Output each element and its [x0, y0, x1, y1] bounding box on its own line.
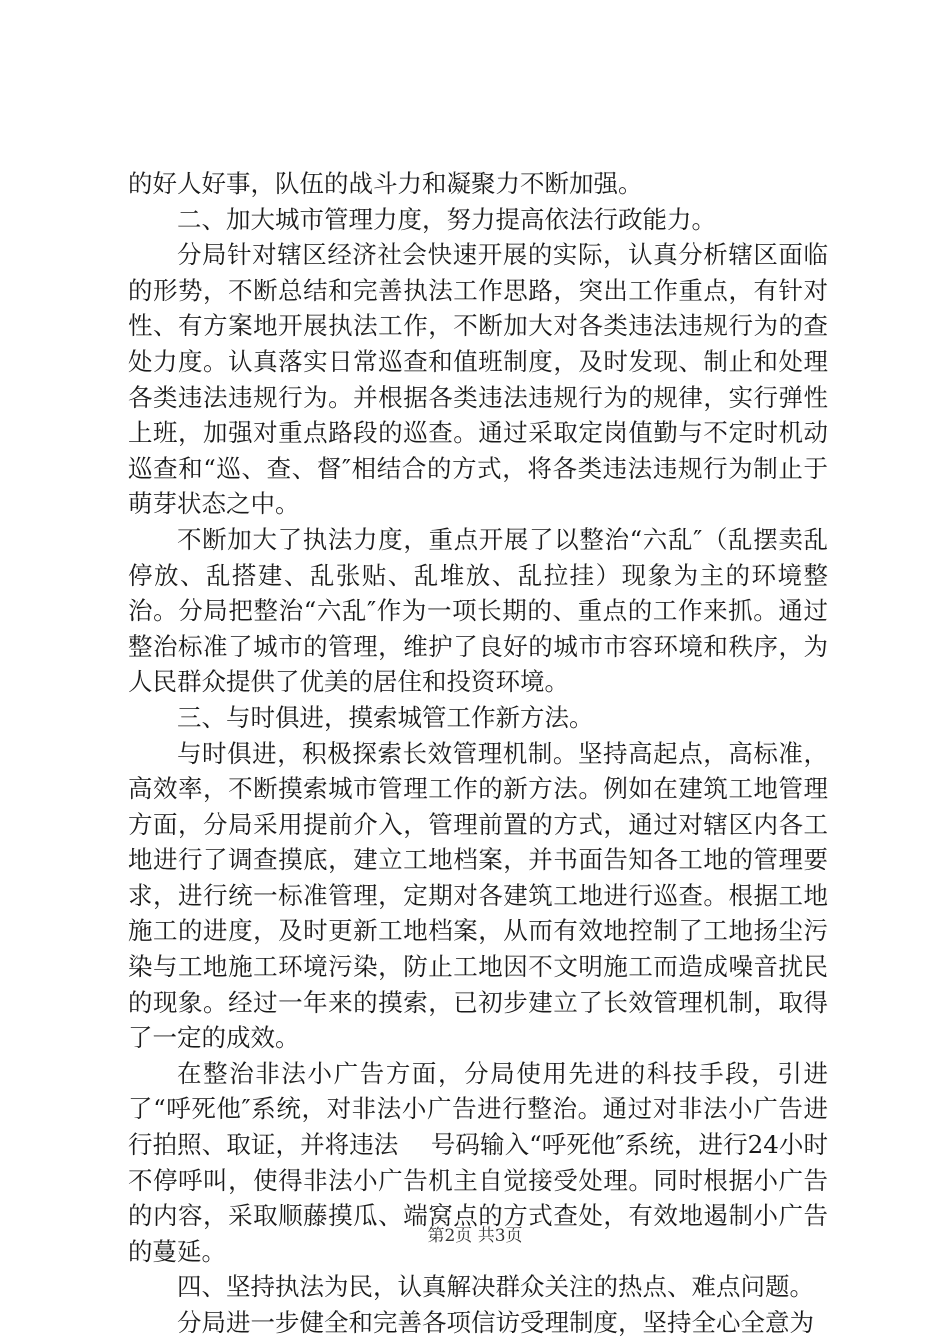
paragraph: 分局进一步健全和完善各项信访受理制度，坚持全心全意为	[177, 1308, 814, 1337]
paragraph: 在整治非法小广告方面，分局使用先进的科技手段，引进了“呼死他″系统，对非法小广告进行整治。通过对非法小广告进行拍照、取证，并将违法 号码输入“呼死他″系统，进行24小时不停呼叫，使得非法小广告机主自觉接受处理。同时根据小广告的内容，采取顺藤摸瓜、端窝点的方式查处，有效地遏制小广告的蔓延。	[128, 1058, 828, 1266]
paragraph: 与时俱进，积极探索长效管理机制。坚持高起点，高标准，高效率，不断摸索城市管理工作的新方法。例如在建筑工地管理方面，分局采用提前介入，管理前置的方式，通过对辖区内各工地进行了调查摸底，建立工地档案，并书面告知各工地的管理要求，进行统一标准管理，定期对各建筑工地进行巡查。根据工地施工的进度，及时更新工地档案，从而有效地控制了工地扬尘污染与工地施工环境污染，防止工地因不文明施工而造成噪音扰民的现象。经过一年来的摸索，已初步建立了长效管理机制，取得了一定的成效。	[128, 738, 828, 1053]
page-footer: 第2页 共3页	[427, 1226, 523, 1246]
paragraph-continuation: 的好人好事，队伍的战斗力和凝聚力不断加强。	[128, 169, 643, 198]
section-heading-2: 二、加大城市管理力度，努力提高依法行政能力。	[177, 204, 716, 234]
document-body	[128, 166, 828, 1341]
section-heading-3: 三、与时俱进，摸索城管工作新方法。	[177, 702, 594, 732]
paragraph: 分局针对辖区经济社会快速开展的实际，认真分析辖区面临的形势，不断总结和完善执法工作思路，突出工作重点，有针对性、有方案地开展执法工作，不断加大对各类违法违规行为的查处力度。认真落实日常巡查和值班制度，及时发现、制止和处理各类违法违规行为。并根据各类违法违规行为的规律，实行弹性上班，加强对重点路段的巡查。通过采取定岗值勤与不定时机动巡查和“巡、查、督″相结合的方式，将各类违法违规行为制止于萌芽状态之中。	[128, 240, 828, 519]
paragraph: 不断加大了执法力度，重点开展了以整治“六乱″（乱摆卖乱停放、乱搭建、乱张贴、乱堆放、乱拉挂）现象为主的环境整治。分局把整治“六乱″作为一项长期的、重点的工作来抓。通过整治标准了城市的管理，维护了良好的城市市容环境和秩序，为人民群众提供了优美的居住和投资环境。	[128, 524, 828, 697]
section-heading-4: 四、坚持执法为民，认真解决群众关注的热点、难点问题。	[177, 1272, 814, 1302]
